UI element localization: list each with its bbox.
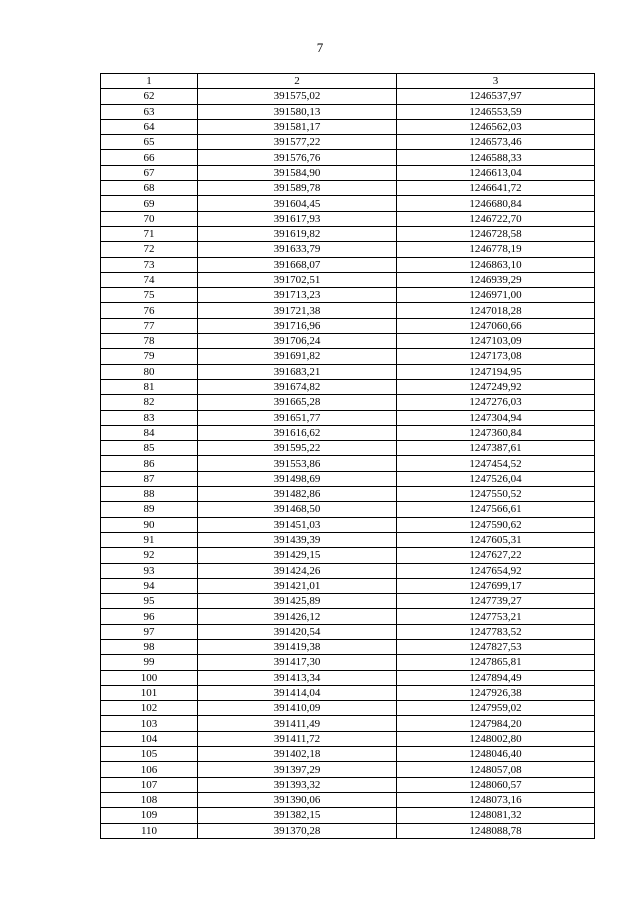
cell-x-coordinate: 391553,86 [198,456,397,471]
table-row [101,150,595,165]
cell-x-coordinate: 391468,50 [198,502,397,517]
cell-y-coordinate: 1247194,95 [397,364,595,379]
cell-point-number: 94 [101,578,198,593]
table-row [101,471,595,486]
cell-y-coordinate: 1247173,08 [397,349,595,364]
cell-y-coordinate: 1246680,84 [397,196,595,211]
cell-point-number: 72 [101,242,198,257]
table-row [101,532,595,547]
cell-point-number: 81 [101,379,198,394]
column-header-y: 3 [397,74,595,89]
cell-y-coordinate: 1247699,17 [397,578,595,593]
table-row [101,379,595,394]
cell-y-coordinate: 1247249,92 [397,379,595,394]
cell-y-coordinate: 1246553,59 [397,104,595,119]
cell-x-coordinate: 391702,51 [198,272,397,287]
cell-point-number: 99 [101,655,198,670]
column-header-number: 1 [101,74,198,89]
cell-point-number: 73 [101,257,198,272]
cell-y-coordinate: 1246971,00 [397,288,595,303]
cell-point-number: 66 [101,150,198,165]
cell-y-coordinate: 1248073,16 [397,792,595,807]
cell-y-coordinate: 1247276,03 [397,395,595,410]
table-row [101,303,595,318]
cell-point-number: 93 [101,563,198,578]
cell-point-number: 102 [101,701,198,716]
cell-y-coordinate: 1247454,52 [397,456,595,471]
cell-y-coordinate: 1247018,28 [397,303,595,318]
table-row [101,655,595,670]
cell-y-coordinate: 1247827,53 [397,639,595,654]
table-row [101,808,595,823]
cell-y-coordinate: 1246778,19 [397,242,595,257]
cell-y-coordinate: 1248088,78 [397,823,595,838]
cell-x-coordinate: 391576,76 [198,150,397,165]
table-row [101,731,595,746]
cell-point-number: 97 [101,624,198,639]
cell-point-number: 96 [101,609,198,624]
cell-y-coordinate: 1247926,38 [397,685,595,700]
cell-point-number: 87 [101,471,198,486]
cell-y-coordinate: 1246722,70 [397,211,595,226]
cell-y-coordinate: 1246562,03 [397,119,595,134]
table-row [101,823,595,838]
table-row [101,425,595,440]
cell-x-coordinate: 391414,04 [198,685,397,700]
cell-x-coordinate: 391651,77 [198,410,397,425]
cell-point-number: 109 [101,808,198,823]
cell-y-coordinate: 1246537,97 [397,89,595,104]
cell-y-coordinate: 1247783,52 [397,624,595,639]
cell-point-number: 78 [101,334,198,349]
page-number: 7 [316,40,324,55]
cell-x-coordinate: 391706,24 [198,334,397,349]
table-row [101,257,595,272]
cell-point-number: 90 [101,517,198,532]
table-row [101,563,595,578]
cell-x-coordinate: 391674,82 [198,379,397,394]
cell-x-coordinate: 391421,01 [198,578,397,593]
cell-point-number: 77 [101,318,198,333]
cell-point-number: 83 [101,410,198,425]
table-row [101,211,595,226]
cell-y-coordinate: 1247387,61 [397,441,595,456]
cell-point-number: 91 [101,532,198,547]
cell-point-number: 62 [101,89,198,104]
cell-y-coordinate: 1247753,21 [397,609,595,624]
cell-x-coordinate: 391665,28 [198,395,397,410]
cell-point-number: 80 [101,364,198,379]
table-row [101,624,595,639]
table-row [101,196,595,211]
cell-x-coordinate: 391691,82 [198,349,397,364]
cell-x-coordinate: 391633,79 [198,242,397,257]
table-row [101,272,595,287]
table-row [101,410,595,425]
table-body [101,89,595,839]
cell-x-coordinate: 391498,69 [198,471,397,486]
table-row [101,349,595,364]
cell-point-number: 63 [101,104,198,119]
cell-x-coordinate: 391584,90 [198,165,397,180]
cell-point-number: 95 [101,594,198,609]
table-row [101,716,595,731]
cell-x-coordinate: 391397,29 [198,762,397,777]
cell-point-number: 92 [101,548,198,563]
cell-point-number: 100 [101,670,198,685]
cell-y-coordinate: 1247627,22 [397,548,595,563]
table-row [101,747,595,762]
cell-y-coordinate: 1247103,09 [397,334,595,349]
table-row [101,119,595,134]
cell-point-number: 107 [101,777,198,792]
cell-y-coordinate: 1248002,80 [397,731,595,746]
cell-y-coordinate: 1247360,84 [397,425,595,440]
table-row [101,165,595,180]
cell-point-number: 70 [101,211,198,226]
cell-y-coordinate: 1246613,04 [397,165,595,180]
cell-y-coordinate: 1246728,58 [397,226,595,241]
table-row [101,792,595,807]
cell-y-coordinate: 1247605,31 [397,532,595,547]
cell-point-number: 104 [101,731,198,746]
table-row [101,594,595,609]
cell-y-coordinate: 1247566,61 [397,502,595,517]
cell-x-coordinate: 391716,96 [198,318,397,333]
table-header-row [101,74,595,89]
cell-y-coordinate: 1247304,94 [397,410,595,425]
cell-point-number: 71 [101,226,198,241]
cell-y-coordinate: 1247654,92 [397,563,595,578]
cell-y-coordinate: 1248060,57 [397,777,595,792]
cell-point-number: 98 [101,639,198,654]
table-row [101,701,595,716]
cell-y-coordinate: 1247984,20 [397,716,595,731]
cell-x-coordinate: 391425,89 [198,594,397,609]
table-row [101,502,595,517]
cell-x-coordinate: 391575,02 [198,89,397,104]
cell-x-coordinate: 391413,34 [198,670,397,685]
table-row [101,318,595,333]
table-row [101,135,595,150]
cell-x-coordinate: 391370,28 [198,823,397,838]
table-row [101,517,595,532]
cell-y-coordinate: 1246939,29 [397,272,595,287]
cell-y-coordinate: 1247550,52 [397,487,595,502]
cell-point-number: 79 [101,349,198,364]
cell-y-coordinate: 1248057,08 [397,762,595,777]
cell-point-number: 106 [101,762,198,777]
cell-y-coordinate: 1247060,66 [397,318,595,333]
cell-y-coordinate: 1246863,10 [397,257,595,272]
table-row [101,364,595,379]
cell-point-number: 101 [101,685,198,700]
table-row [101,226,595,241]
cell-point-number: 103 [101,716,198,731]
cell-x-coordinate: 391721,38 [198,303,397,318]
cell-y-coordinate: 1247959,02 [397,701,595,716]
cell-x-coordinate: 391577,22 [198,135,397,150]
table-row [101,762,595,777]
cell-point-number: 110 [101,823,198,838]
table-row [101,670,595,685]
cell-x-coordinate: 391426,12 [198,609,397,624]
cell-x-coordinate: 391410,09 [198,701,397,716]
cell-y-coordinate: 1247739,27 [397,594,595,609]
table-row [101,441,595,456]
cell-point-number: 68 [101,181,198,196]
table-row [101,242,595,257]
cell-point-number: 76 [101,303,198,318]
cell-x-coordinate: 391402,18 [198,747,397,762]
cell-y-coordinate: 1248081,32 [397,808,595,823]
cell-y-coordinate: 1247526,04 [397,471,595,486]
table-row [101,288,595,303]
table-row [101,104,595,119]
cell-point-number: 74 [101,272,198,287]
cell-point-number: 67 [101,165,198,180]
cell-point-number: 85 [101,441,198,456]
cell-x-coordinate: 391411,72 [198,731,397,746]
cell-point-number: 108 [101,792,198,807]
table-row [101,685,595,700]
cell-x-coordinate: 391417,30 [198,655,397,670]
cell-x-coordinate: 391393,32 [198,777,397,792]
cell-point-number: 82 [101,395,198,410]
cell-point-number: 86 [101,456,198,471]
cell-point-number: 69 [101,196,198,211]
cell-x-coordinate: 391390,06 [198,792,397,807]
cell-y-coordinate: 1246588,33 [397,150,595,165]
cell-x-coordinate: 391619,82 [198,226,397,241]
cell-x-coordinate: 391589,78 [198,181,397,196]
cell-y-coordinate: 1246641,72 [397,181,595,196]
cell-x-coordinate: 391616,62 [198,425,397,440]
cell-point-number: 64 [101,119,198,134]
cell-x-coordinate: 391429,15 [198,548,397,563]
cell-x-coordinate: 391482,86 [198,487,397,502]
table-row [101,456,595,471]
table-row [101,395,595,410]
cell-x-coordinate: 391668,07 [198,257,397,272]
cell-y-coordinate: 1247894,49 [397,670,595,685]
cell-y-coordinate: 1248046,40 [397,747,595,762]
cell-y-coordinate: 1246573,46 [397,135,595,150]
table-row [101,578,595,593]
column-header-x: 2 [198,74,397,89]
table-row [101,89,595,104]
cell-point-number: 65 [101,135,198,150]
cell-x-coordinate: 391451,03 [198,517,397,532]
cell-point-number: 84 [101,425,198,440]
coordinates-table [100,73,595,839]
cell-y-coordinate: 1247865,81 [397,655,595,670]
cell-point-number: 89 [101,502,198,517]
cell-x-coordinate: 391617,93 [198,211,397,226]
cell-x-coordinate: 391580,13 [198,104,397,119]
cell-x-coordinate: 391713,23 [198,288,397,303]
cell-x-coordinate: 391419,38 [198,639,397,654]
cell-point-number: 88 [101,487,198,502]
table-row [101,777,595,792]
table-row [101,181,595,196]
cell-point-number: 75 [101,288,198,303]
cell-x-coordinate: 391382,15 [198,808,397,823]
table-row [101,334,595,349]
table-row [101,609,595,624]
cell-x-coordinate: 391581,17 [198,119,397,134]
cell-x-coordinate: 391411,49 [198,716,397,731]
cell-y-coordinate: 1247590,62 [397,517,595,532]
cell-x-coordinate: 391439,39 [198,532,397,547]
cell-point-number: 105 [101,747,198,762]
cell-x-coordinate: 391683,21 [198,364,397,379]
cell-x-coordinate: 391424,26 [198,563,397,578]
table-row [101,487,595,502]
cell-x-coordinate: 391595,22 [198,441,397,456]
cell-x-coordinate: 391420,54 [198,624,397,639]
table-row [101,639,595,654]
table-row [101,548,595,563]
cell-x-coordinate: 391604,45 [198,196,397,211]
